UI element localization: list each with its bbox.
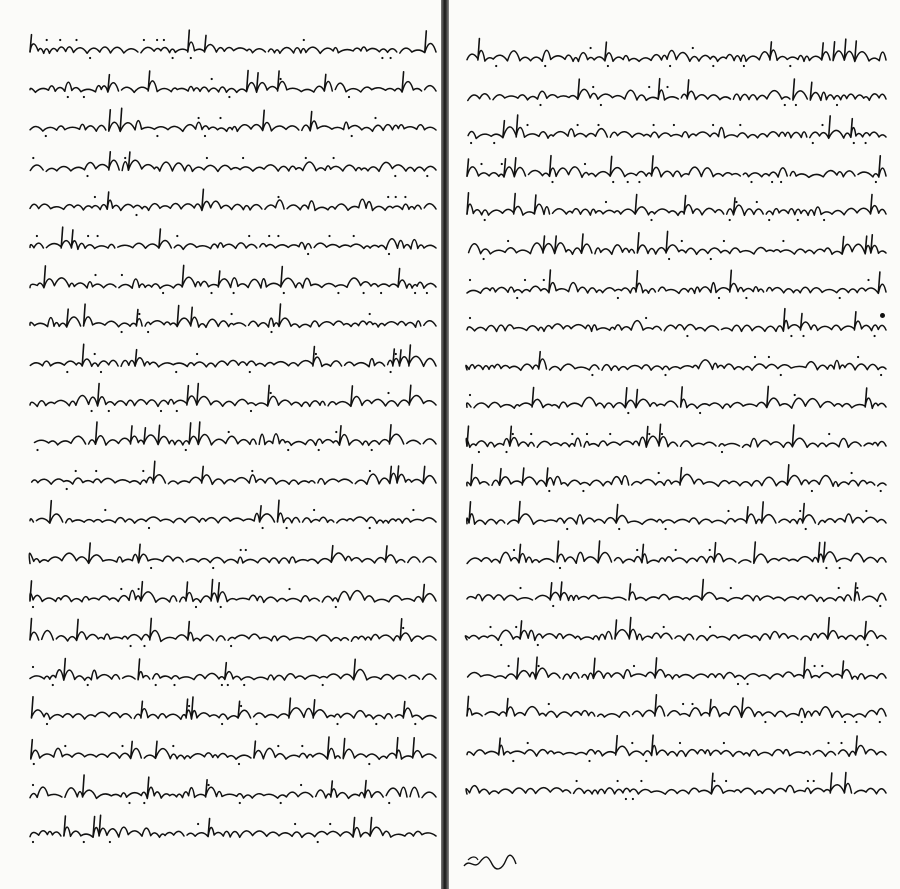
left-page-handwritten-line — [26, 146, 438, 182]
right-page-handwritten-line — [463, 152, 888, 188]
right-page-handwritten-line — [463, 422, 888, 458]
right-page-handwritten-line — [463, 692, 888, 728]
right-page-handwritten-line — [463, 615, 888, 651]
right-page-handwritten-line — [463, 769, 888, 805]
left-page-handwritten-line — [26, 616, 438, 652]
left-page-handwritten-line — [26, 459, 438, 495]
left-page-handwritten-line — [26, 420, 438, 456]
left-page-handwritten-line — [26, 185, 438, 221]
left-page-handwritten-line — [26, 538, 438, 574]
book-gutter — [441, 0, 449, 889]
left-page-handwritten-line — [26, 263, 438, 299]
left-page-handwritten-line — [26, 381, 438, 417]
right-page-handwritten-line — [463, 229, 888, 265]
right-page-handwritten-line — [463, 576, 888, 612]
right-page-handwritten-line — [463, 383, 888, 419]
right-page-handwritten-line — [463, 538, 888, 574]
right-page-handwritten-line — [463, 499, 888, 535]
left-page — [0, 0, 441, 889]
right-page-handwritten-line — [463, 461, 888, 497]
left-page-handwritten-line — [26, 28, 438, 64]
right-page-handwritten-line — [463, 731, 888, 767]
right-page-handwritten-line — [463, 306, 888, 342]
left-page-handwritten-line — [26, 106, 438, 142]
catchword-handwriting — [462, 850, 518, 874]
right-page-handwritten-line — [463, 268, 888, 304]
left-page-handwritten-line — [26, 302, 438, 338]
left-page-handwritten-line — [26, 773, 438, 809]
right-page-handwritten-line — [463, 75, 888, 111]
left-page-handwritten-line — [26, 498, 438, 534]
right-page — [449, 0, 900, 889]
left-page-handwritten-line — [26, 67, 438, 103]
right-page-handwritten-line — [463, 345, 888, 381]
left-page-handwritten-line — [26, 694, 438, 730]
left-page-handwritten-line — [26, 655, 438, 691]
margin-dot-mark — [880, 313, 885, 318]
left-page-handwritten-line — [26, 734, 438, 770]
left-page-handwritten-line — [26, 224, 438, 260]
right-page-handwritten-line — [463, 36, 888, 72]
right-page-handwritten-line — [463, 113, 888, 149]
left-page-handwritten-line — [26, 577, 438, 613]
right-page-handwritten-line — [463, 190, 888, 226]
left-page-handwritten-line — [26, 342, 438, 378]
right-page-handwritten-line — [463, 654, 888, 690]
left-page-handwritten-line — [26, 812, 438, 848]
